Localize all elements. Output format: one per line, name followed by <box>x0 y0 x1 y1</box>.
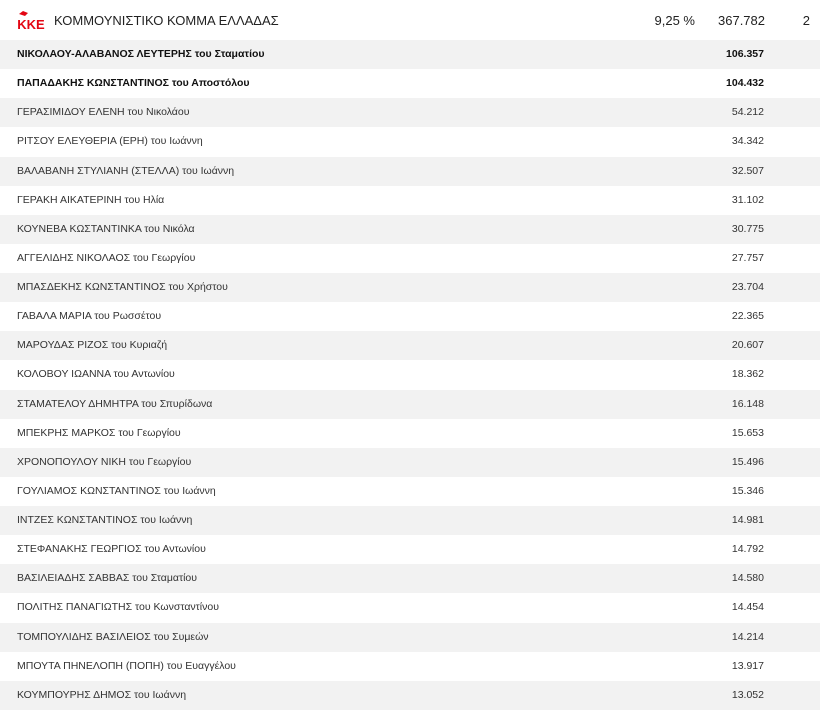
candidate-name: ΠΟΛΙΤΗΣ ΠΑΝΑΓΙΩΤΗΣ του Κωνσταντίνου <box>17 601 219 614</box>
candidate-name: ΓΑΒΑΛΑ ΜΑΡΙΑ του Ρωσσέτου <box>17 310 162 323</box>
candidate-votes: 13.052 <box>731 688 764 701</box>
candidate-name: ΓΟΥΛΙΑΜΟΣ ΚΩΝΣΤΑΝΤΙΝΟΣ του Ιωάννη <box>17 484 216 497</box>
party-votes: 367.782 <box>718 13 765 28</box>
candidate-row <box>0 127 820 156</box>
candidate-row <box>0 215 820 244</box>
candidate-row <box>0 69 820 98</box>
candidate-name: ΜΠΕΚΡΗΣ ΜΑΡΚΟΣ του Γεωργίου <box>17 426 181 439</box>
candidate-name: ΣΤΕΦΑΝΑΚΗΣ ΓΕΩΡΓΙΟΣ του Αντωνίου <box>17 543 206 556</box>
candidate-row <box>0 535 820 564</box>
candidate-row <box>0 390 820 419</box>
candidate-row <box>0 360 820 389</box>
candidate-votes: 104.432 <box>726 77 764 90</box>
candidate-name: ΒΑΣΙΛΕΙΑΔΗΣ ΣΑΒΒΑΣ του Σταματίου <box>17 572 198 585</box>
candidate-name: ΠΑΠΑΔΑΚΗΣ ΚΩΝΣΤΑΝΤΙΝΟΣ του Αποστόλου <box>17 77 250 90</box>
candidate-votes: 23.704 <box>731 281 764 293</box>
candidate-list <box>0 40 820 710</box>
candidate-row <box>0 186 820 215</box>
candidate-row <box>0 477 820 506</box>
candidate-row <box>0 244 820 273</box>
candidate-name: ΜΑΡΟΥΔΑΣ ΡΙΖΟΣ του Κυριαζή <box>17 339 168 352</box>
candidate-name: ΜΠΟΥΤΑ ΠΗΝΕΛΟΠΗ (ΠΟΠΗ) του Ευαγγέλου <box>17 659 236 672</box>
candidate-votes: 54.212 <box>731 106 764 119</box>
candidate-name: ΑΓΓΕΛΙΔΗΣ ΝΙΚΟΛΑΟΣ του Γεωργίου <box>17 251 196 264</box>
candidate-votes: 22.365 <box>731 310 764 323</box>
kke-logo <box>16 9 46 31</box>
candidate-votes: 30.775 <box>731 222 764 235</box>
candidate-votes: 15.653 <box>731 426 764 439</box>
party-percentage: 9,25 % <box>654 13 695 28</box>
candidate-votes: 14.981 <box>731 514 764 526</box>
candidate-row <box>0 448 820 477</box>
candidate-row <box>0 157 820 186</box>
candidate-name: ΜΠΑΣΔΕΚΗΣ ΚΩΝΣΤΑΝΤΙΝΟΣ του Χρήστου <box>17 281 228 293</box>
candidate-row <box>0 273 820 302</box>
candidate-votes: 27.757 <box>731 251 764 264</box>
candidate-votes: 106.357 <box>726 48 764 60</box>
candidate-votes: 15.346 <box>731 484 764 497</box>
candidate-votes: 32.507 <box>731 164 764 177</box>
candidate-name: ΧΡΟΝΟΠΟΥΛΟΥ ΝΙΚΗ του Γεωργίου <box>17 455 192 468</box>
candidate-votes: 18.362 <box>731 368 764 381</box>
candidate-name: ΚΟΥΝΕΒΑ ΚΩΣΤΑΝΤΙΝΚΑ του Νικόλα <box>17 222 195 235</box>
candidate-name: ΓΕΡΑΚΗ ΑΙΚΑΤΕΡΙΝΗ του Ηλία <box>17 193 165 206</box>
candidate-votes: 31.102 <box>731 193 764 206</box>
candidate-row <box>0 652 820 681</box>
candidate-votes: 14.214 <box>731 630 764 643</box>
candidate-name: ΝΙΚΟΛΑΟΥ-ΑΛΑΒΑΝΟΣ ΛΕΥΤΕΡΗΣ του Σταματίου <box>17 48 265 60</box>
candidate-row <box>0 331 820 360</box>
party-name: ΚΟΜΜΟΥΝΙΣΤΙΚΟ ΚΟΜΜΑ ΕΛΛΑΔΑΣ <box>54 13 279 28</box>
party-header <box>0 0 820 40</box>
candidate-votes: 15.496 <box>731 455 764 468</box>
candidate-votes: 14.792 <box>731 543 764 556</box>
party-seats: 2 <box>802 13 810 28</box>
candidate-row <box>0 623 820 652</box>
candidate-name: ΡΙΤΣΟΥ ΕΛΕΥΘΕΡΙΑ (ΕΡΗ) του Ιωάννη <box>17 135 203 148</box>
candidate-name: ΙΝΤΖΕΣ ΚΩΝΣΤΑΝΤΙΝΟΣ του Ιωάννη <box>17 514 193 526</box>
candidate-votes: 14.454 <box>731 601 764 614</box>
candidate-name: ΓΕΡΑΣΙΜΙΔΟΥ ΕΛΕΝΗ του Νικολάου <box>17 106 190 119</box>
candidate-row <box>0 506 820 535</box>
candidate-row <box>0 681 820 710</box>
candidate-votes: 14.580 <box>731 572 764 585</box>
candidate-name: ΣΤΑΜΑΤΕΛΟΥ ΔΗΜΗΤΡΑ του Σπυρίδωνα <box>17 397 213 410</box>
candidate-votes: 13.917 <box>731 659 764 672</box>
candidate-name: ΤΟΜΠΟΥΛΙΔΗΣ ΒΑΣΙΛΕΙΟΣ του Συμεών <box>17 630 209 643</box>
candidate-row <box>0 40 820 69</box>
kke-logo-text: KKE <box>17 17 45 31</box>
candidate-row <box>0 98 820 127</box>
candidate-name: ΚΟΛΟΒΟΥ ΙΩΑΝΝΑ του Αντωνίου <box>17 368 175 381</box>
candidate-row <box>0 302 820 331</box>
candidate-row <box>0 419 820 448</box>
candidate-row <box>0 593 820 622</box>
candidate-name: ΚΟΥΜΠΟΥΡΗΣ ΔΗΜΟΣ του Ιωάννη <box>17 688 187 701</box>
candidate-name: ΒΑΛΑΒΑΝΗ ΣΤΥΛΙΑΝΗ (ΣΤΕΛΛΑ) του Ιωάννη <box>17 164 235 177</box>
candidate-votes: 16.148 <box>731 397 764 410</box>
candidate-row <box>0 564 820 593</box>
candidate-votes: 34.342 <box>731 135 764 148</box>
candidate-votes: 20.607 <box>731 339 764 352</box>
